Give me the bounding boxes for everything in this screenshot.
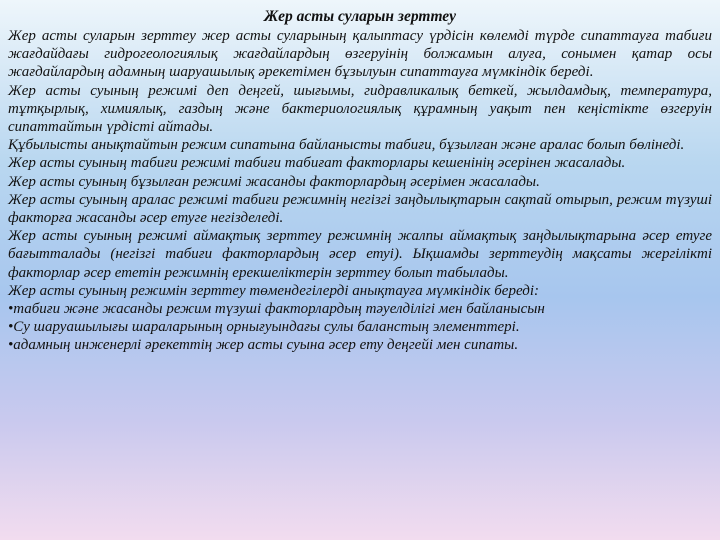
paragraph-regime-definition: Жер асты суының режимі деп деңгей, шығымы, гидравликалық беткей, жылдамдық, температура, тұтқырлық, химиялық, газдың және бактериологиялық құрамның уақыт пен кеңістікте өзгеруін сипаттайтын үрдісті айтады. [8, 82, 712, 136]
paragraph-mixed-regime: Жер асты суының аралас режимі табиғи режимнің негізгі заңдылықтарын сақтай отырып, режим түзуші факторға жасанды әсер етуге негізделеді. [8, 191, 712, 227]
bullet-item: •табиғи және жасанды режим түзуші факторлардың тәуелділігі мен байланысын [8, 301, 545, 318]
paragraph-study-goals: Жер асты суының режимін зерттеу төмендегілерді анықтауға мүмкіндік береді: [8, 282, 539, 299]
slide-body [8, 27, 712, 355]
slide-title: Жер асты суларын зерттеу [263, 8, 457, 25]
paragraph-disturbed-regime: Жер асты суының бұзылған режимі жасанды факторлардың әсерімен жасалады. [8, 173, 540, 190]
paragraph-regime-types: Құбылысты анықтайтын режим сипатына байланысты табиғи, бұзылған және аралас болып бөлінеді. [8, 137, 685, 154]
paragraph-intro: Жер асты суларын зерттеу жер асты суларының қалыптасу үрдісін көлемді түрде сипаттауға табиғи жағдайдағы гидрогеологиялық жағдайлардың өзгеруінің болжамын алуға, сонымен қатар осы жағдайлардың адамның шаруашылық әрекетімен бұзылуын сипаттауға мүмкіндік береді. [8, 28, 712, 81]
bullet-item: •Су шаруашылығы шараларының орнығуындағы сулы баланстың элементтері. [8, 319, 520, 336]
bullet-item: •адамның инженерлі әрекеттің жер асты суына әсер ету деңгейі мен сипаты. [8, 337, 519, 354]
paragraph-natural-regime: Жер асты суының табиғи режимі табиғи табиғат факторлары кешенінің әсерінен жасалады. [8, 155, 626, 172]
paragraph-regional-study: Жер асты суының режимі аймақтық зерттеу режимнің жалпы аймақтық заңдылықтарына әсер етуге бағытталады (негізгі табиғи факторлардың әсер етуі). Ықшамды зерттеудің мақсаты жергілікті факторлар әсер ететін режимнің ерекшеліктерін зерттеу болып табылады. [8, 228, 712, 281]
